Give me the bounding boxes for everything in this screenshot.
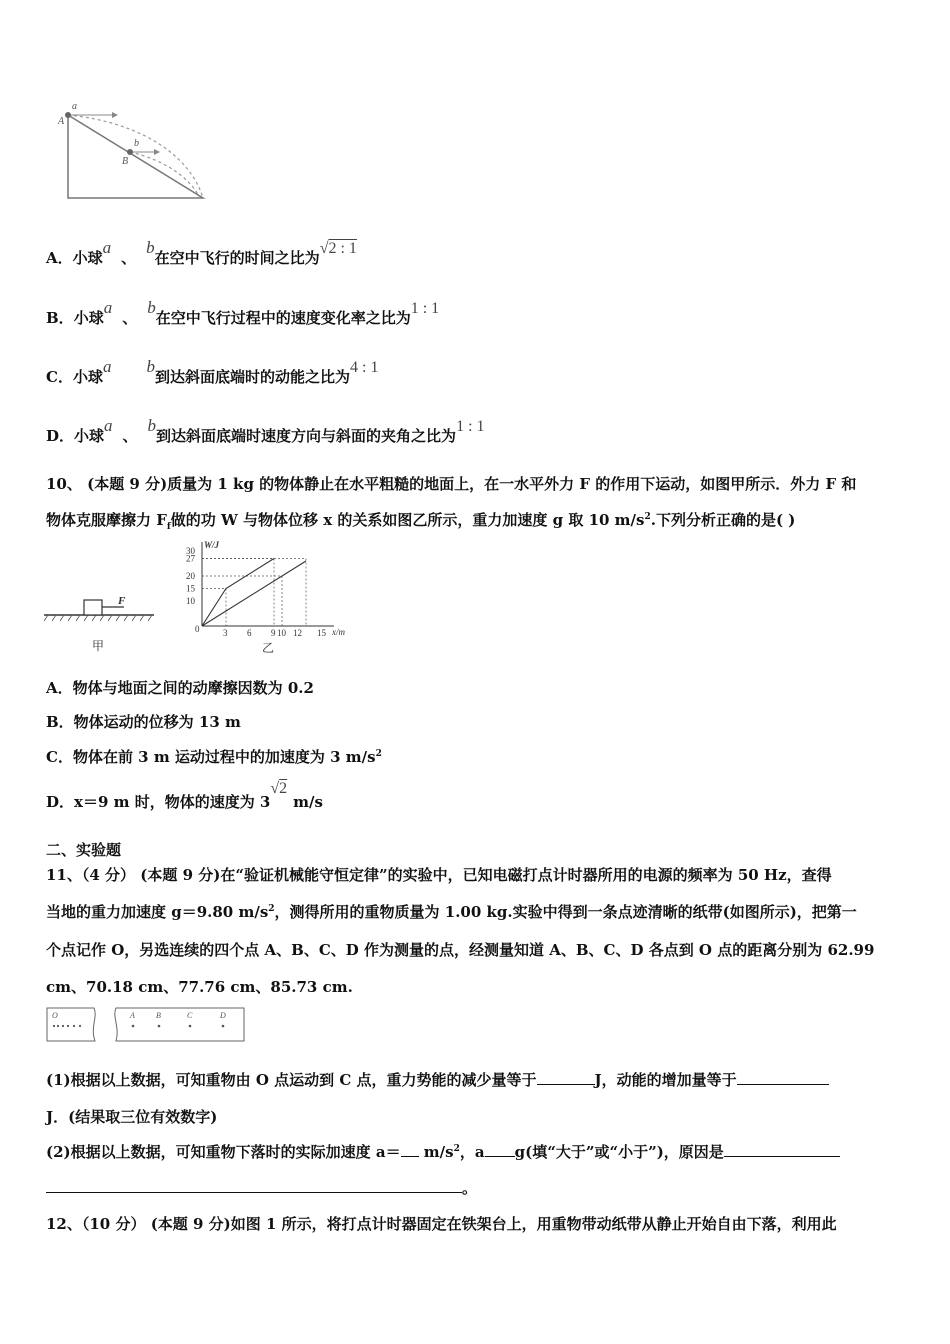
- ball-b: [127, 149, 133, 155]
- x-tick-9: 9: [271, 628, 276, 638]
- block: [84, 600, 102, 615]
- q11-part1: (1)根据以上数据，可知重物由 O 点运动到 C 点，重力势能的减少量等于 J，动能的增加量等于: [46, 1069, 829, 1090]
- blank-accel[interactable]: [401, 1142, 419, 1157]
- q9-option-c: C．小球a b到达斜面底端时的动能之比为4 : 1: [46, 357, 379, 386]
- q10-option-d: D．x＝9 m 时，物体的速度为 3√2m/s: [46, 780, 323, 811]
- tape-B: B: [156, 1011, 161, 1020]
- x-tick-6: 6: [247, 628, 252, 638]
- q9-option-d: D．小球a、b到达斜面底端时速度方向与斜面的夹角之比为1 : 1: [46, 416, 485, 445]
- q9-option-b: B．小球a、b在空中飞行过程中的速度变化率之比为1 : 1: [46, 298, 440, 327]
- y-tick-15: 15: [186, 583, 195, 594]
- x-tick-3: 3: [223, 628, 228, 638]
- ball-a: [65, 112, 71, 118]
- q10-stem-line2: 物体克服摩擦力 $F_f$做的功 W 与物体位移 x 的关系如图乙所示，重力加速度 g 取 10 $m/s^2$.下列分析正确的是( ): [46, 511, 796, 532]
- q11-line2: 当地的重力加速度 g＝9.80 $m/s^2$，测得所用的重物质量为 1.00 kg.实验中得到一条点迹清晰的纸带(如图所示)，把第一: [46, 903, 857, 921]
- blank-reason-cont[interactable]: [46, 1178, 462, 1193]
- label-b: b: [134, 138, 139, 149]
- series-line-f: [202, 559, 274, 627]
- q12-line1: 12、（10 分） (本题 9 分)如图 1 所示，将打点计时器固定在铁架台上，用重物带动纸带从静止开始自由下落，利用此: [46, 1215, 837, 1233]
- figure-jia-caption: 甲: [92, 639, 105, 653]
- x-tick-12: 12: [293, 628, 302, 638]
- incline-figure: [50, 100, 220, 210]
- chart-caption: 乙: [262, 641, 275, 655]
- x-tick-10: 10: [277, 628, 286, 638]
- blank-ek[interactable]: [737, 1070, 829, 1085]
- x-tick-15: 15: [317, 628, 326, 638]
- blank-ep[interactable]: [537, 1070, 595, 1085]
- q11-part1-tail: J．(结果取三位有效数字): [46, 1108, 218, 1126]
- label-A: A: [58, 116, 65, 127]
- q10-option-b: B．物体运动的位移为 13 m: [46, 713, 241, 731]
- y-tick-27: 27: [186, 553, 195, 564]
- q10-stem-line1: 10、 (本题 9 分)质量为 1 kg 的物体静止在水平粗糙的地面上，在一水平外力 F 的作用下运动，如图甲所示．外力 F 和: [46, 475, 857, 493]
- tape-O: O: [52, 1011, 58, 1020]
- paper-tape: [46, 1005, 248, 1047]
- q9-option-a: A．小球a、b在空中飞行的时间之比为√2 : 1: [46, 238, 357, 267]
- figure-yi-chart: [184, 540, 359, 658]
- q11-line1: 11、（4 分） (本题 9 分)在“验证机械能守恒定律”的实验中，已知电磁打点计时器所用的电源的频率为 50 Hz，查得: [46, 866, 832, 884]
- origin-label: 0: [195, 624, 200, 634]
- x-axis-label: x/m: [332, 627, 345, 637]
- q11-part2-line2: 。: [46, 1177, 477, 1198]
- label-a: a: [72, 101, 77, 112]
- q11-part2: (2)根据以上数据，可知重物下落时的实际加速度 $a= m/s^2$，a g(填“大于”或“小于”)，原因是: [46, 1141, 840, 1162]
- section-title: 二、实验题: [46, 841, 122, 859]
- tape-A: A: [130, 1011, 135, 1020]
- blank-reason[interactable]: [724, 1142, 840, 1157]
- q11-line4: cm、70.18 cm、77.76 cm、85.73 cm.: [46, 978, 353, 996]
- q10-option-a: A．物体与地面之间的动摩擦因数为 0.2: [46, 679, 314, 697]
- y-axis-label: W/J: [204, 540, 220, 550]
- q10-option-c: C．物体在前 3 m 运动过程中的加速度为 3 $m/s^2$: [46, 748, 382, 766]
- q11-line3: 个点记作 O，另选连续的四个点 A、B、C、D 作为测量的点，经测量知道 A、B、C、D 各点到 O 点的距离分别为 62.99: [46, 941, 875, 959]
- y-tick-10: 10: [186, 596, 195, 606]
- y-tick-30: 30: [186, 546, 195, 556]
- label-B: B: [122, 156, 129, 167]
- tape-D: D: [220, 1011, 226, 1020]
- figure-jia: [44, 590, 159, 655]
- guide-line-0: [202, 559, 274, 627]
- force-label: F: [118, 595, 126, 607]
- blank-compare[interactable]: [485, 1142, 515, 1157]
- ratio-sqrt: √2 : 1: [319, 240, 357, 257]
- tape-C: C: [187, 1011, 193, 1020]
- y-tick-20: 20: [186, 571, 195, 581]
